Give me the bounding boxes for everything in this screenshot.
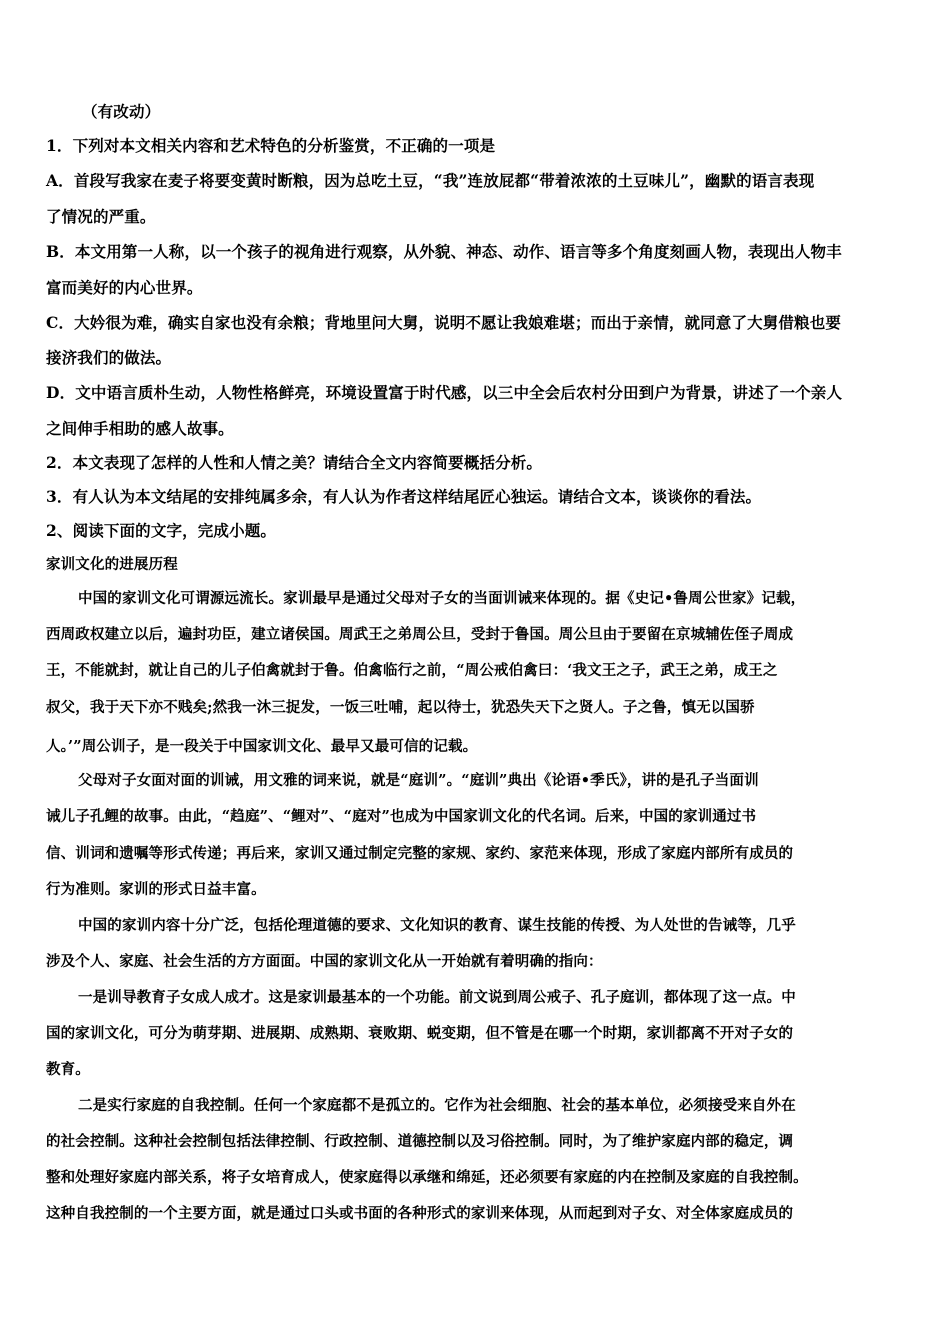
paragraph-line: 西周政权建立以后，遍封功臣，建立诸侯国。周武王之弟周公旦，受封于鲁国。周公旦由于要留在京城辅佐侄子周成 [46,626,794,643]
option-d-continued: 之间伸手相助的感人故事。 [46,419,234,438]
option-c: C．大妗很为难，确实自家也没有余粮；背地里问大舅，说明不愿让我娘难堪；而出于亲情，就同意了大舅借粮也要 [46,313,841,332]
source-note: （有改动） [82,102,161,121]
question-2: 2．本文表现了怎样的人性和人情之美？请结合全文内容简要概括分析。 [46,453,543,472]
paragraph-line: 人。’”周公训子，是一段关于中国家训文化、最早又最可信的记载。 [46,738,478,755]
question-1: 1．下列对本文相关内容和艺术特色的分析鉴赏，不正确的一项是 [46,136,496,155]
option-a: A．首段写我家在麦子将要变黄时断粮，因为总吃土豆，“我”连放屁都“带着浓浓的土豆味儿”，幽默的语言表现 [46,171,815,190]
paragraph-line: 的社会控制。这种社会控制包括法律控制、行政控制、道德控制以及习俗控制。同时，为了维护家庭内部的稳定，调 [46,1133,794,1150]
section-2-instruction: 2、阅读下面的文字，完成小题。 [46,521,277,540]
paragraph-line: 整和处理好家庭内部关系，将子女培育成人，使家庭得以承继和绵延，还必须要有家庭的内在控制及家庭的自我控制。 [46,1169,808,1186]
option-d: D．文中语言质朴生动，人物性格鲜亮，环境设置富于时代感，以三中全会后农村分田到户为背景，讲述了一个亲人 [46,383,843,402]
paragraph-line: 信、训词和遗嘱等形式传递；再后来，家训又通过制定完整的家规、家约、家范来体现，形成了家庭内部所有成员的 [46,845,794,862]
article-title: 家训文化的进展历程 [46,556,178,573]
option-b-continued: 富而美好的内心世界。 [46,278,203,297]
option-a-continued: 了情况的严重。 [46,207,156,226]
option-c-continued: 接济我们的做法。 [46,348,172,367]
paragraph-line: 行为准则。家训的形式日益丰富。 [46,881,266,898]
paragraph-line: 王，不能就封，就让自己的儿子伯禽就封于鲁。伯禽临行之前，“周公戒伯禽曰：‘我文王之子，武王之弟，成王之 [46,662,778,679]
paragraph-line: 涉及个人、家庭、社会生活的方方面面。中国的家训文化从一开始就有着明确的指向： [46,953,603,970]
paragraph-line: 中国的家训内容十分广泛，包括伦理道德的要求、文化知识的教育、谋生技能的传授、为人处世的告诫等，几乎 [78,917,796,934]
paragraph-line: 诫儿子孔鲤的故事。由此，“趋庭”、“鲤对”、“庭对”也成为中国家训文化的代名词。后来，中国的家训通过书 [46,808,757,825]
paragraph-line: 教育。 [46,1061,90,1078]
paragraph-line: 一是训导教育子女成人成才。这是家训最基本的一个功能。前文说到周公戒子、孔子庭训，都体现了这一点。中 [78,989,796,1006]
paragraph-line: 二是实行家庭的自我控制。任何一个家庭都不是孤立的。它作为社会细胞、社会的基本单位，必须接受来自外在 [78,1097,796,1114]
question-3: 3．有人认为本文结尾的安排纯属多余，有人认为作者这样结尾匠心独运。请结合文本，谈谈你的看法。 [46,487,762,506]
paragraph-line: 国的家训文化，可分为萌芽期、进展期、成熟期、衰败期、蜕变期，但不管是在哪一个时期，家训都离不开对子女的 [46,1025,794,1042]
option-b: B．本文用第一人称，以一个孩子的视角进行观察，从外貌、神态、动作、语言等多个角度刻画人物，表现出人物丰 [46,242,842,261]
paragraph-line: 父母对子女面对面的训诫，用文雅的词来说，就是“庭训”。“庭训”典出《论语•季氏》，讲的是孔子当面训 [78,772,759,789]
paragraph-line: 中国的家训文化可谓源远流长。家训最早是通过父母对子女的当面训诫来体现的。据《史记•鲁周公世家》记载， [78,590,806,607]
paragraph-line: 这种自我控制的一个主要方面，就是通过口头或书面的各种形式的家训来体现，从而起到对子女、对全体家庭成员的 [46,1205,794,1222]
paragraph-line: 叔父，我于天下亦不贱矣;然我一沐三捉发，一饭三吐哺，起以待士，犹恐失天下之贤人。子之鲁，慎无以国骄 [46,699,755,716]
